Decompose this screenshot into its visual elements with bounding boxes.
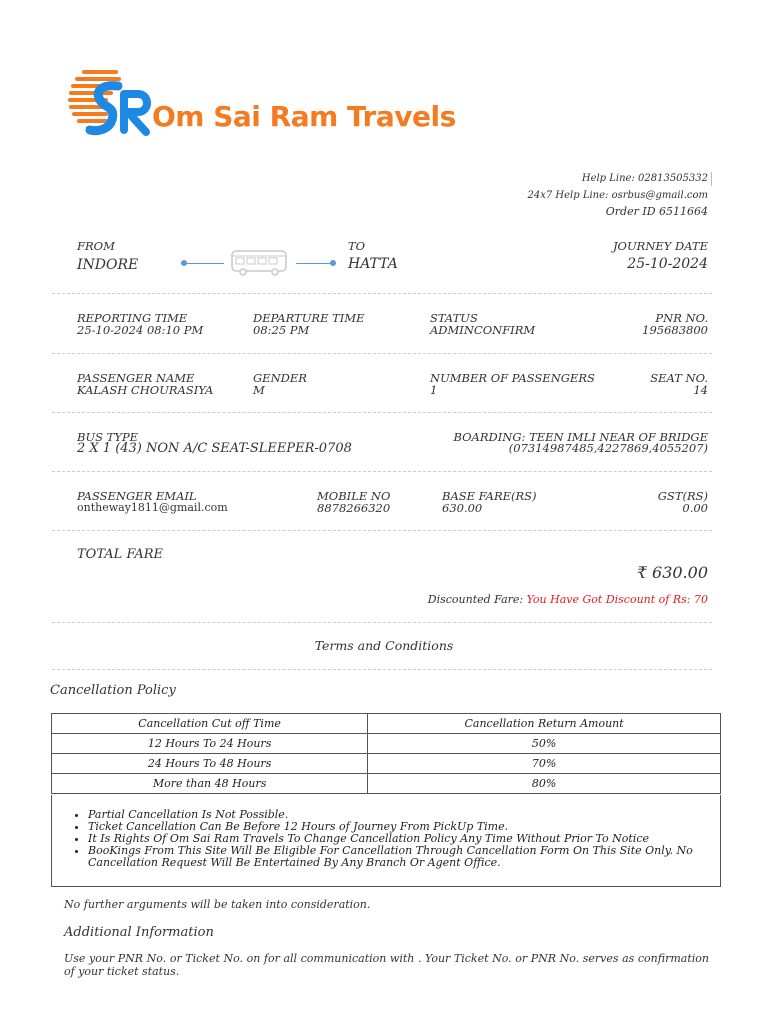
route-line-left (186, 263, 224, 264)
passenger-name-value: KALASH CHOURASIYA (77, 383, 214, 397)
discount-value: You Have Got Discount of Rs: 70 (526, 593, 708, 606)
terms-title: Terms and Conditions (314, 638, 454, 653)
journey-date-label: JOURNEY DATE (612, 239, 708, 253)
base-fare-value: 630.00 (442, 501, 483, 515)
to-label: TO (348, 239, 366, 253)
gender-value: M (253, 383, 265, 397)
pnr-label: PNR NO. (655, 311, 708, 325)
cancellation-notes (51, 795, 721, 887)
bus-type-label: BUS TYPE (77, 430, 139, 444)
helpline: Help Line: 02813505332 (581, 173, 708, 184)
seat-label: SEAT NO. (650, 371, 708, 385)
bus-type-value: 2 X 1 (43) NON A/C SEAT-SLEEPER-0708 (77, 441, 352, 456)
boarding-value: (07314987485,4227869,4055207) (508, 441, 708, 455)
divider (52, 471, 712, 472)
passenger-name-label: PASSENGER NAME (77, 371, 195, 385)
reporting-time-value: 25-10-2024 08:10 PM (77, 323, 204, 337)
divider (52, 669, 712, 670)
status-value: ADMINCONFIRM (430, 323, 536, 337)
bus-icon (231, 249, 289, 281)
brand-name: Om Sai Ram Travels (152, 100, 456, 133)
divider (52, 293, 712, 294)
table-header-cell: Cancellation Return Amount (368, 714, 721, 734)
total-fare-label: TOTAL FARE (77, 547, 163, 562)
divider (52, 353, 712, 354)
gender-label: GENDER (253, 371, 307, 385)
table-row (52, 734, 721, 754)
boarding-label: BOARDING: TEEN IMLI NEAR OF BRIDGE (453, 430, 708, 444)
journey-date-value: 25-10-2024 (627, 256, 708, 272)
from-label: FROM (77, 239, 115, 253)
table-cell: 12 Hours To 24 Hours (52, 734, 368, 754)
list-item: • BooKings From This Site Will Be Eligible For Cancellation Through Cancellation Form On This Site Only. No Cancellation Request Will Be Entertained By Any Branch Or Agent Office. (88, 845, 720, 869)
gst-label: GST(RS) (657, 489, 708, 503)
departure-time-value: 08:25 PM (253, 323, 310, 337)
route-end-dot (330, 260, 336, 266)
status-label: STATUS (430, 311, 478, 325)
discount-line (428, 593, 708, 606)
table-cell: 50% (368, 734, 721, 754)
additional-info-title: Additional Information (64, 925, 214, 940)
passenger-count-value: 1 (430, 383, 438, 397)
table-row (52, 774, 721, 794)
helpline-247: 24x7 Help Line: osrbus@gmail.com (527, 190, 708, 201)
additional-info-text: Use your PNR No. or Ticket No. on for all communication with . Your Ticket No. or PNR No. serves as confirmation of your ticket status. (64, 952, 709, 978)
order-id: Order ID 6511664 (605, 205, 708, 218)
list-item: • Ticket Cancellation Can Be Before 12 Hours of Journey From PickUp Time. (88, 821, 720, 833)
table-cell: More than 48 Hours (52, 774, 368, 794)
passenger-count-label: NUMBER OF PASSENGERS (430, 371, 595, 385)
reporting-time-label: REPORTING TIME (77, 311, 188, 325)
email-value: ontheway1811@gmail.com (77, 501, 228, 514)
seat-value: 14 (693, 383, 708, 397)
divider (52, 412, 712, 413)
mobile-label: MOBILE NO (317, 489, 391, 503)
divider (52, 530, 712, 531)
table-header-row (52, 714, 721, 734)
to-value: HATTA (348, 256, 398, 272)
list-item: • It Is Rights Of Om Sai Ram Travels To Change Cancellation Policy Any Time Without Prior To Notice (88, 833, 720, 845)
route-line-right (296, 263, 332, 264)
divider (711, 172, 712, 186)
mobile-value: 8878266320 (317, 501, 391, 515)
cancellation-title: Cancellation Policy (50, 683, 176, 698)
discount-label: Discounted Fare: (427, 593, 524, 606)
table-cell: 24 Hours To 48 Hours (52, 754, 368, 774)
total-fare-value: ₹ 630.00 (636, 563, 708, 582)
cancellation-table (51, 713, 721, 794)
table-cell: 70% (368, 754, 721, 774)
table-header-cell: Cancellation Cut off Time (52, 714, 368, 734)
table-cell: 80% (368, 774, 721, 794)
divider (52, 622, 712, 623)
departure-time-label: DEPARTURE TIME (253, 311, 365, 325)
table-row (52, 754, 721, 774)
brand-logo-icon (66, 68, 156, 140)
email-label: PASSENGER EMAIL (77, 489, 197, 503)
no-further-note: No further arguments will be taken into consideration. (64, 898, 371, 911)
gst-value: 0.00 (682, 501, 708, 515)
base-fare-label: BASE FARE(RS) (442, 489, 537, 503)
list-item: • Partial Cancellation Is Not Possible. (88, 809, 720, 821)
from-value: INDORE (77, 257, 139, 273)
pnr-value: 195683800 (642, 323, 708, 337)
